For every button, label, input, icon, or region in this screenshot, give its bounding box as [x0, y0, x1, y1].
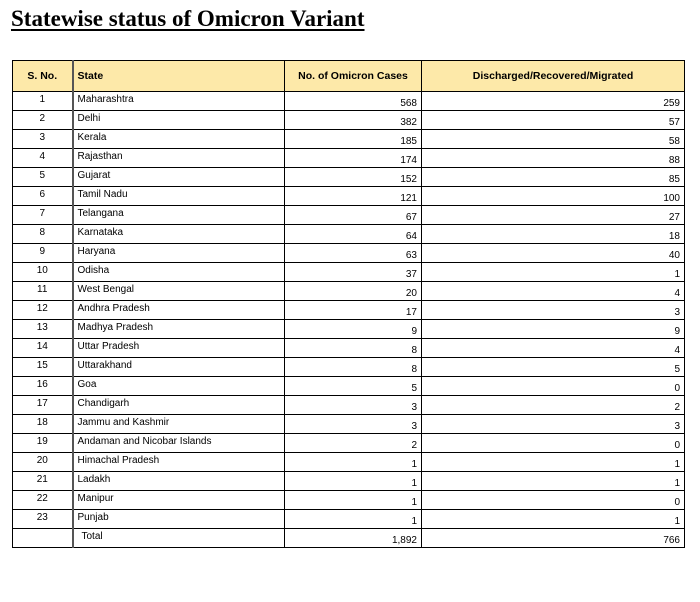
- sno-cell: 1: [13, 92, 73, 111]
- table-row: [13, 396, 685, 415]
- sno-cell: 14: [13, 339, 73, 358]
- sno-cell: 18: [13, 415, 73, 434]
- table-body: [13, 92, 685, 529]
- discharged-cell: 5: [422, 358, 685, 377]
- sno-cell: 13: [13, 320, 73, 339]
- sno-cell: 3: [13, 130, 73, 149]
- discharged-cell: 4: [422, 282, 685, 301]
- state-cell: Andhra Pradesh: [73, 301, 285, 320]
- discharged-cell: 18: [422, 225, 685, 244]
- table-row: [13, 491, 685, 510]
- state-cell: Tamil Nadu: [73, 187, 285, 206]
- sno-cell: 9: [13, 244, 73, 263]
- table-row: [13, 472, 685, 491]
- sno-cell: 2: [13, 111, 73, 130]
- sno-cell: 23: [13, 510, 73, 529]
- cases-cell: 8: [285, 358, 422, 377]
- state-cell: Odisha: [73, 263, 285, 282]
- state-cell: Uttar Pradesh: [73, 339, 285, 358]
- table-row: [13, 263, 685, 282]
- sno-cell: 8: [13, 225, 73, 244]
- discharged-cell: 0: [422, 434, 685, 453]
- sno-cell: 11: [13, 282, 73, 301]
- state-cell: Ladakh: [73, 472, 285, 491]
- table-row: [13, 92, 685, 111]
- state-cell: Delhi: [73, 111, 285, 130]
- state-cell: Manipur: [73, 491, 285, 510]
- state-cell: Himachal Pradesh: [73, 453, 285, 472]
- discharged-cell: 27: [422, 206, 685, 225]
- discharged-cell: 85: [422, 168, 685, 187]
- cases-cell: 152: [285, 168, 422, 187]
- table-row: [13, 320, 685, 339]
- sno-cell: 7: [13, 206, 73, 225]
- discharged-cell: 4: [422, 339, 685, 358]
- state-cell: Goa: [73, 377, 285, 396]
- cases-cell: 1: [285, 472, 422, 491]
- table-row: [13, 111, 685, 130]
- cases-cell: 5: [285, 377, 422, 396]
- cases-cell: 174: [285, 149, 422, 168]
- discharged-cell: 1: [422, 472, 685, 491]
- sno-cell: 4: [13, 149, 73, 168]
- discharged-cell: 57: [422, 111, 685, 130]
- discharged-cell: 3: [422, 415, 685, 434]
- state-cell: Rajasthan: [73, 149, 285, 168]
- table-row: [13, 339, 685, 358]
- discharged-cell: 1: [422, 510, 685, 529]
- table-row: [13, 225, 685, 244]
- state-cell: Karnataka: [73, 225, 285, 244]
- total-sno-cell: [13, 529, 73, 548]
- sno-cell: 15: [13, 358, 73, 377]
- discharged-cell: 58: [422, 130, 685, 149]
- sno-cell: 20: [13, 453, 73, 472]
- sno-cell: 22: [13, 491, 73, 510]
- state-cell: Kerala: [73, 130, 285, 149]
- sno-cell: 21: [13, 472, 73, 491]
- discharged-cell: 100: [422, 187, 685, 206]
- cases-cell: 37: [285, 263, 422, 282]
- table-row: [13, 206, 685, 225]
- cases-cell: 9: [285, 320, 422, 339]
- state-cell: Chandigarh: [73, 396, 285, 415]
- table-row: [13, 282, 685, 301]
- cases-cell: 64: [285, 225, 422, 244]
- sno-cell: 5: [13, 168, 73, 187]
- cases-cell: 121: [285, 187, 422, 206]
- cases-cell: 8: [285, 339, 422, 358]
- cases-cell: 3: [285, 415, 422, 434]
- sno-cell: 10: [13, 263, 73, 282]
- table-row: [13, 415, 685, 434]
- cases-cell: 185: [285, 130, 422, 149]
- header-cases: No. of Omicron Cases: [285, 61, 422, 92]
- omicron-status-table: [12, 60, 685, 548]
- discharged-cell: 1: [422, 453, 685, 472]
- sno-cell: 16: [13, 377, 73, 396]
- state-cell: Maharashtra: [73, 92, 285, 111]
- table-row: [13, 244, 685, 263]
- table-row: [13, 358, 685, 377]
- discharged-cell: 40: [422, 244, 685, 263]
- state-cell: Gujarat: [73, 168, 285, 187]
- discharged-cell: 88: [422, 149, 685, 168]
- header-sno: S. No.: [13, 61, 73, 92]
- cases-cell: 1: [285, 491, 422, 510]
- header-discharged: Discharged/Recovered/Migrated: [422, 61, 685, 92]
- table-row: [13, 187, 685, 206]
- state-cell: Haryana: [73, 244, 285, 263]
- table-row: [13, 510, 685, 529]
- discharged-cell: 9: [422, 320, 685, 339]
- total-label: Total: [73, 529, 285, 548]
- cases-cell: 2: [285, 434, 422, 453]
- cases-cell: 1: [285, 453, 422, 472]
- cases-cell: 568: [285, 92, 422, 111]
- table-row: [13, 453, 685, 472]
- state-cell: West Bengal: [73, 282, 285, 301]
- state-cell: Jammu and Kashmir: [73, 415, 285, 434]
- table-row: [13, 130, 685, 149]
- table-row: [13, 149, 685, 168]
- discharged-cell: 1: [422, 263, 685, 282]
- sno-cell: 6: [13, 187, 73, 206]
- sno-cell: 12: [13, 301, 73, 320]
- table-row: [13, 301, 685, 320]
- cases-cell: 17: [285, 301, 422, 320]
- total-cases: 1,892: [285, 529, 422, 548]
- cases-cell: 63: [285, 244, 422, 263]
- state-cell: Punjab: [73, 510, 285, 529]
- header-state: State: [73, 61, 285, 92]
- cases-cell: 67: [285, 206, 422, 225]
- table-header-row: [13, 61, 685, 92]
- discharged-cell: 259: [422, 92, 685, 111]
- state-cell: Uttarakhand: [73, 358, 285, 377]
- discharged-cell: 2: [422, 396, 685, 415]
- total-row: [13, 529, 685, 548]
- cases-cell: 20: [285, 282, 422, 301]
- total-discharged: 766: [422, 529, 685, 548]
- cases-cell: 1: [285, 510, 422, 529]
- cases-cell: 3: [285, 396, 422, 415]
- discharged-cell: 0: [422, 377, 685, 396]
- discharged-cell: 3: [422, 301, 685, 320]
- table-row: [13, 377, 685, 396]
- table-row: [13, 168, 685, 187]
- page-title: Statewise status of Omicron Variant: [11, 6, 365, 31]
- state-cell: Madhya Pradesh: [73, 320, 285, 339]
- sno-cell: 19: [13, 434, 73, 453]
- table-row: [13, 434, 685, 453]
- cases-cell: 382: [285, 111, 422, 130]
- discharged-cell: 0: [422, 491, 685, 510]
- sno-cell: 17: [13, 396, 73, 415]
- state-cell: Telangana: [73, 206, 285, 225]
- state-cell: Andaman and Nicobar Islands: [73, 434, 285, 453]
